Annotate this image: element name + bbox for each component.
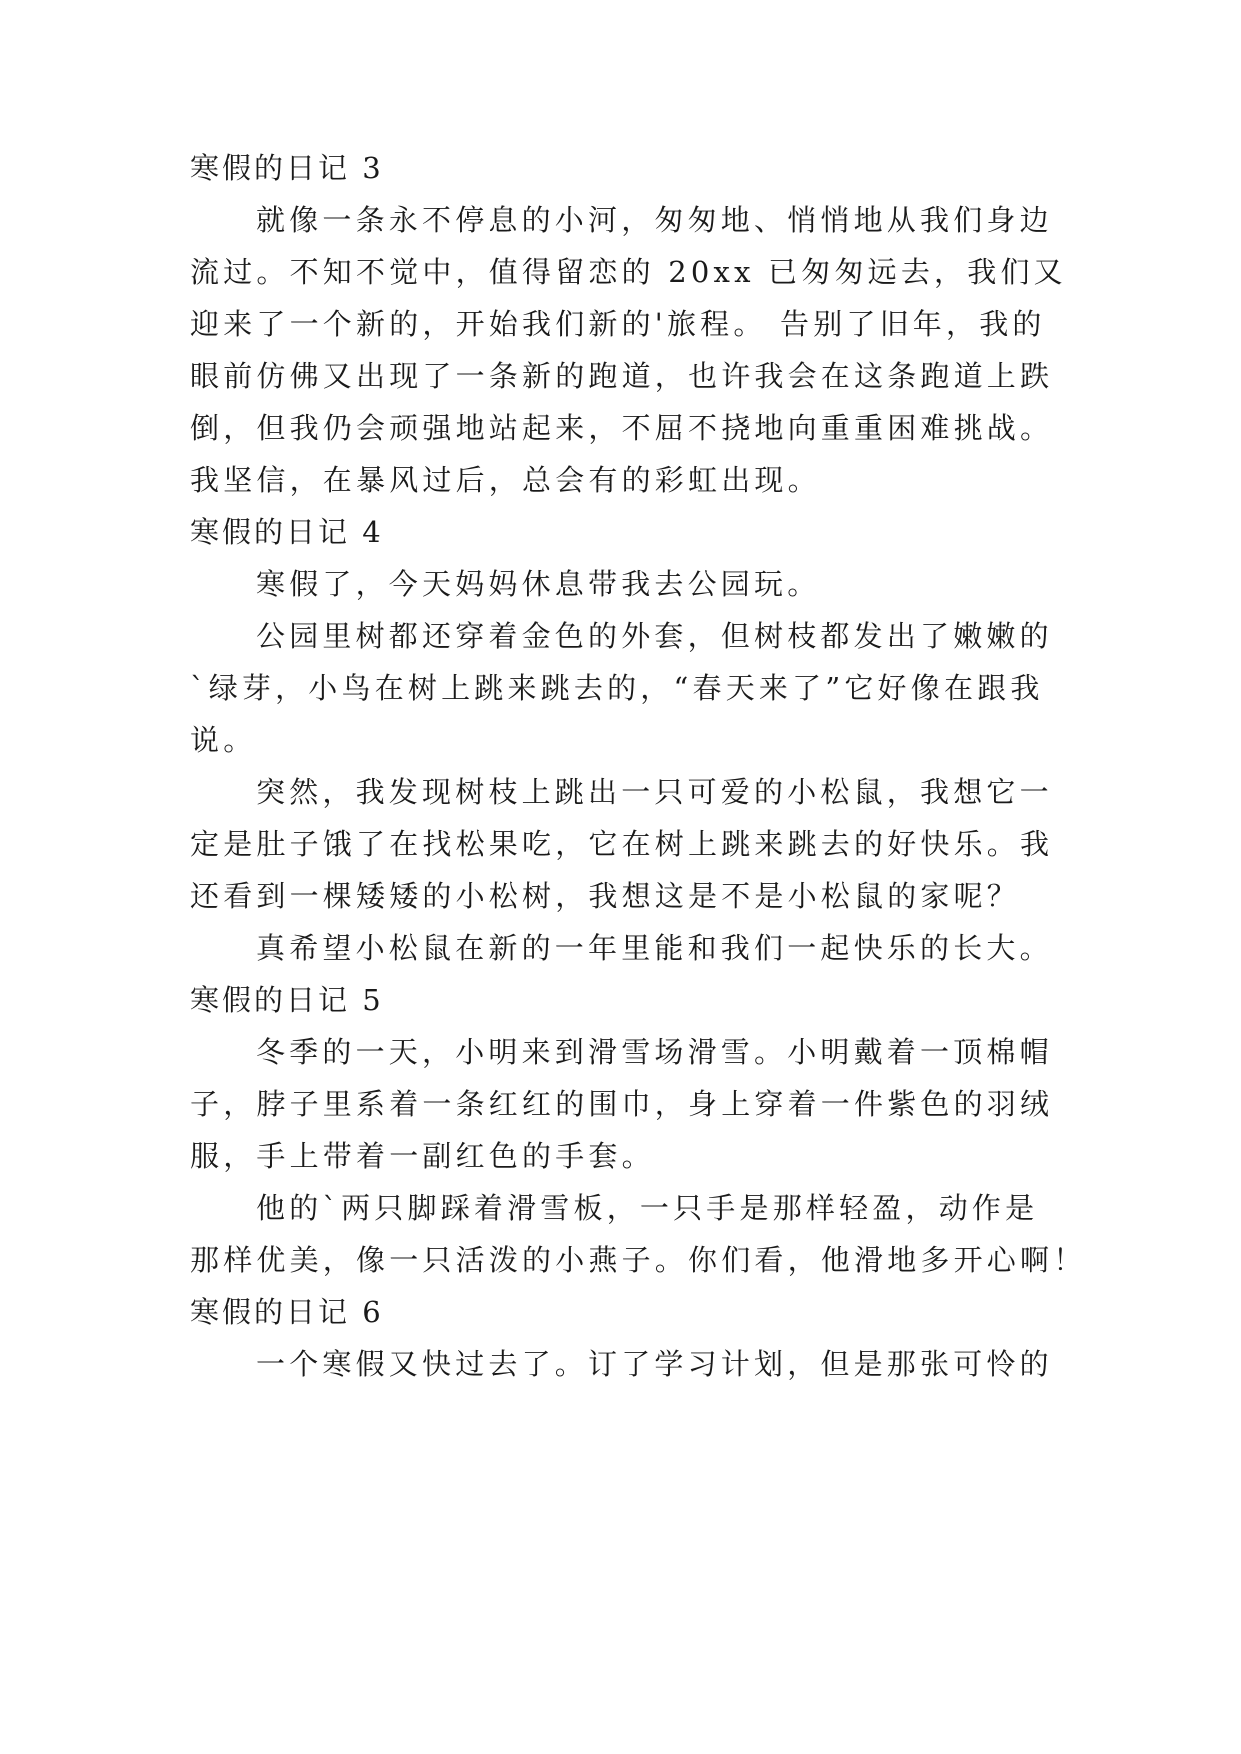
paragraph-line: 还看到一棵矮矮的小松树，我想这是不是小松鼠的家呢？ (190, 879, 1021, 913)
section-heading: 寒假的日记 4 (190, 515, 384, 549)
paragraph-line: 公园里树都还穿着金色的外套，但树枝都发出了嫩嫩的 (256, 619, 1053, 653)
paragraph-line: 迎来了一个新的，开始我们新的'旅程。 告别了旧年，我的 (190, 307, 1046, 341)
section-heading: 寒假的日记 6 (190, 1295, 384, 1329)
paragraph-line: 真希望小松鼠在新的一年里能和我们一起快乐的长大。 (256, 931, 1053, 965)
paragraph-line: 他的`两只脚踩着滑雪板，一只手是那样轻盈，动作是 (256, 1191, 1039, 1225)
paragraph-line: 倒，但我仍会顽强地站起来，不屈不挠地向重重困难挑战。 (190, 411, 1054, 445)
section-heading: 寒假的日记 5 (190, 983, 384, 1017)
paragraph-line: 眼前仿佛又出现了一条新的跑道，也许我会在这条跑道上跌 (190, 359, 1054, 393)
paragraph-line: 子，脖子里系着一条红红的围巾，身上穿着一件紫色的羽绒 (190, 1087, 1054, 1121)
paragraph-line: `绿芽，小鸟在树上跳来跳去的，“春天来了”它好像在跟我 (190, 671, 1044, 705)
paragraph-line: 突然，我发现树枝上跳出一只可爱的小松鼠，我想它一 (256, 775, 1053, 809)
paragraph-line: 流过。不知不觉中，值得留恋的 20xx 已匆匆远去，我们又 (190, 255, 1067, 289)
section-heading: 寒假的日记 3 (190, 151, 384, 185)
paragraph-line: 说。 (190, 723, 257, 757)
paragraph-line: 冬季的一天，小明来到滑雪场滑雪。小明戴着一顶棉帽 (256, 1035, 1053, 1069)
paragraph-line: 那样优美，像一只活泼的小燕子。你们看，他滑地多开心啊！ (190, 1243, 1087, 1277)
paragraph-line: 寒假了，今天妈妈休息带我去公园玩。 (256, 567, 821, 601)
paragraph-line: 服，手上带着一副红色的手套。 (190, 1139, 655, 1173)
paragraph-line: 一个寒假又快过去了。订了学习计划，但是那张可怜的 (256, 1347, 1053, 1381)
paragraph-line: 我坚信，在暴风过后，总会有的彩虹出现。 (190, 463, 821, 497)
paragraph-line: 定是肚子饿了在找松果吃，它在树上跳来跳去的好快乐。我 (190, 827, 1054, 861)
paragraph-line: 就像一条永不停息的小河，匆匆地、悄悄地从我们身边 (256, 203, 1053, 237)
